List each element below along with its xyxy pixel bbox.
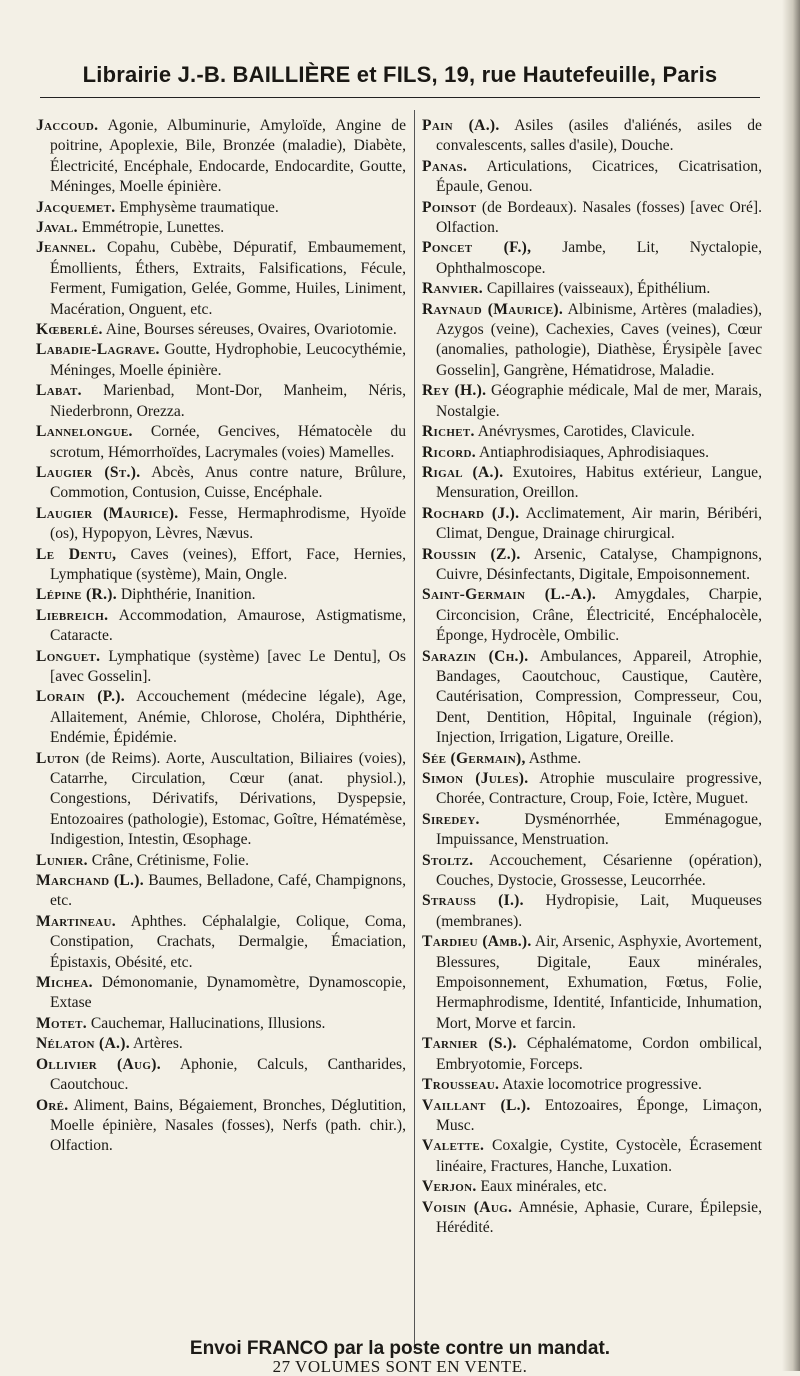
author-entry bbox=[36, 218, 406, 238]
author-name: Le Dentu, bbox=[36, 545, 117, 563]
author-entry bbox=[422, 116, 762, 157]
author-topics: Ambulances, Appareil, Atrophie, Bandages, Caoutchouc, Caustique, Cautère, Cautérisation, Compression, Compresseur, Cou, Dent, Dentition, Hôpital, Inguinale (région), Injection, Irrigation, Ligature, Oreille. bbox=[436, 647, 762, 747]
author-name: Panas. bbox=[422, 157, 468, 175]
author-name: Labat. bbox=[36, 382, 82, 400]
author-name: Simon (Jules). bbox=[422, 770, 529, 787]
column-divider bbox=[414, 110, 415, 1350]
author-name: Jeannel. bbox=[36, 239, 96, 257]
author-name: Luton bbox=[36, 749, 80, 767]
author-entry bbox=[36, 1034, 406, 1054]
author-name: Jaccoud. bbox=[36, 117, 99, 134]
author-entry bbox=[36, 687, 406, 748]
author-topics: Baumes, Belladone, Café, Champignons, etc. bbox=[50, 872, 406, 910]
author-topics: Fesse, Hermaphrodisme, Hyoïde (os), Hypopyon, Lèvres, Nævus. bbox=[50, 504, 406, 543]
author-topics: Amygdales, Charpie, Circoncision, Crâne, Électricité, Encéphalocèle, Éponge, Hydrocèle, Ombilic. bbox=[436, 586, 762, 645]
author-entry bbox=[36, 585, 406, 605]
author-entry bbox=[422, 381, 762, 422]
author-entry bbox=[36, 238, 406, 320]
author-name: Lannelongue. bbox=[36, 423, 133, 441]
author-entry bbox=[422, 1034, 762, 1075]
author-topics: Albinisme, Artères (maladies), Azygos (veine), Cachexies, Caves (veines), Cœur (anomalies, pathologie), Diathèse, Érysipèle [avec Gosselin], Gangrène, Hématidrose, Maladie. bbox=[436, 300, 762, 379]
author-topics: Goutte, Hydrophobie, Leucocythémie, Méninges, Moelle épinière. bbox=[50, 341, 406, 379]
author-entry bbox=[36, 422, 406, 463]
author-topics: Articulations, Cicatrices, Cicatrisation, Épaule, Genou. bbox=[436, 157, 763, 196]
author-topics: Acclimatement, Air marin, Béribéri, Climat, Dengue, Drainage chirurgical. bbox=[436, 504, 762, 543]
footer-volumes: 27 VOLUMES SONT EN VENTE. bbox=[272, 1357, 528, 1376]
author-entry bbox=[36, 647, 406, 688]
author-name: Sée (Germain), bbox=[422, 749, 526, 767]
author-entry bbox=[422, 1075, 762, 1095]
author-topics: Céphalématome, Cordon ombilical, Embryotomie, Forceps. bbox=[436, 1035, 763, 1073]
author-topics: Eaux minérales, etc. bbox=[480, 1178, 607, 1196]
author-topics: Géographie médicale, Mal de mer, Marais, Nostalgie. bbox=[436, 382, 762, 420]
author-name: Rochard (J.). bbox=[422, 504, 520, 522]
author-entry bbox=[422, 1177, 762, 1197]
author-entry bbox=[36, 1096, 406, 1157]
author-entry bbox=[36, 1014, 406, 1034]
author-topics: Capillaires (vaisseaux), Épithélium. bbox=[486, 280, 711, 298]
author-name: Tarnier (S.). bbox=[422, 1035, 517, 1053]
author-entry bbox=[422, 1096, 762, 1137]
author-entry bbox=[36, 871, 406, 912]
author-entry bbox=[422, 443, 762, 463]
footer-notice: Envoi FRANCO par la poste contre un mandat. bbox=[189, 1338, 611, 1359]
author-entry bbox=[36, 320, 406, 340]
author-topics: Crâne, Crétinisme, Folie. bbox=[91, 851, 249, 869]
author-entry bbox=[422, 157, 762, 198]
author-name: Javal. bbox=[36, 219, 78, 237]
author-name: Motet. bbox=[36, 1014, 87, 1032]
author-name: Verjon. bbox=[422, 1178, 477, 1196]
author-topics: Aphthes. Céphalalgie, Colique, Coma, Constipation, Crachats, Dermalgie, Émaciation, Épistaxis, Obésité, etc. bbox=[50, 912, 406, 971]
author-name: Vaillant (L.). bbox=[422, 1096, 531, 1114]
author-name: Ollivier (Aug). bbox=[36, 1055, 161, 1073]
author-name: Martineau. bbox=[36, 912, 116, 930]
author-name: Siredey. bbox=[422, 810, 480, 828]
author-entry bbox=[36, 545, 406, 586]
author-entry bbox=[36, 606, 406, 647]
author-topics: Artères. bbox=[133, 1035, 183, 1053]
author-topics: Coxalgie, Cystite, Cystocèle, Écrasement linéaire, Fractures, Hanche, Luxation. bbox=[436, 1137, 762, 1175]
author-topics: Accommodation, Amaurose, Astigmatisme, Cataracte. bbox=[50, 606, 407, 645]
author-name: Laugier (Maurice). bbox=[36, 504, 179, 522]
author-entry bbox=[422, 585, 762, 646]
author-entry bbox=[422, 504, 762, 545]
author-entry bbox=[422, 851, 762, 892]
author-name: Poinsot bbox=[422, 198, 477, 216]
author-entry bbox=[422, 463, 762, 504]
author-topics: Emmétropie, Lunettes. bbox=[81, 219, 225, 237]
author-topics: Aine, Bourses séreuses, Ovaires, Ovariotomie. bbox=[105, 321, 397, 339]
author-name: Marchand (L.). bbox=[36, 872, 144, 890]
author-topics: (de Bordeaux). Nasales (fosses) [avec Oré]. Olfaction. bbox=[436, 198, 762, 237]
author-topics: Anévrysmes, Carotides, Clavicule. bbox=[477, 423, 695, 441]
author-entry bbox=[36, 973, 406, 1014]
author-entry bbox=[422, 769, 762, 810]
author-topics: Antiaphrodisiaques, Aphrodisiaques. bbox=[478, 443, 709, 461]
author-name: Rigal (A.). bbox=[422, 463, 504, 481]
author-topics: Copahu, Cubèbe, Dépuratif, Embaumement, Émollients, Éthers, Extraits, Falsifications, Fécule, Ferment, Fumigation, Gelée, Gomme, Huiles, Liniment, Macération, Onguent, etc. bbox=[50, 239, 406, 318]
author-entry bbox=[36, 198, 406, 218]
author-entry bbox=[36, 504, 406, 545]
author-name: Longuet. bbox=[36, 647, 101, 665]
author-topics: Accouchement (médecine légale), Age, Allaitement, Anémie, Chlorose, Choléra, Diphthérie, Endémie, Épidémie. bbox=[50, 688, 406, 747]
page-edge-shadow bbox=[782, 0, 800, 1371]
author-name: Poncet (F.), bbox=[422, 239, 532, 257]
author-topics: Jambe, Lit, Nyctalopie, Ophthalmoscope. bbox=[436, 239, 763, 277]
author-name: Jacquemet. bbox=[36, 198, 116, 216]
author-name: Nélaton (A.). bbox=[36, 1035, 130, 1053]
author-name: Ranvier. bbox=[422, 280, 483, 298]
author-topics: Arsenic, Catalyse, Champignons, Cuivre, Désinfectants, Digitale, Empoisonnement. bbox=[436, 545, 762, 583]
author-entry bbox=[422, 300, 762, 382]
author-name: Lunier. bbox=[36, 851, 88, 869]
author-topics: Abcès, Anus contre nature, Brûlure, Commotion, Contusion, Cuisse, Encéphale. bbox=[50, 463, 406, 502]
author-topics: Aphonie, Calculs, Cantharides, Caoutchouc. bbox=[50, 1055, 406, 1094]
author-name: Lépine (R.). bbox=[36, 586, 117, 604]
author-topics: Air, Arsenic, Asphyxie, Avortement, Blessures, Digitale, Eaux minérales, Empoisonnement, Exhumation, Fœtus, Folie, Hermaphrodisme, Identité, Infanticide, Inhumation, Mort, Morve et farcin. bbox=[436, 933, 762, 1032]
author-entry bbox=[36, 381, 406, 422]
author-name: Lorain (P.). bbox=[36, 688, 125, 706]
author-entry bbox=[36, 1055, 406, 1096]
right-column bbox=[422, 116, 762, 1238]
author-topics: Entozoaires, Éponge, Limaçon, Musc. bbox=[436, 1096, 762, 1134]
author-entry bbox=[422, 422, 762, 442]
author-name: Laugier (St.). bbox=[36, 463, 141, 481]
author-entry bbox=[36, 116, 406, 198]
author-topics: Caves (veines), Effort, Face, Hernies, Lymphatique (système), Main, Ongle. bbox=[50, 545, 407, 583]
author-topics: Exutoires, Habitus extérieur, Langue, Mensuration, Oreillon. bbox=[436, 463, 762, 502]
author-name: Stoltz. bbox=[422, 851, 474, 869]
author-topics: Cauchemar, Hallucinations, Illusions. bbox=[90, 1014, 326, 1032]
author-entry bbox=[422, 545, 762, 586]
author-entry bbox=[36, 749, 406, 851]
author-name: Rey (H.). bbox=[422, 382, 487, 400]
author-topics: Dysménorrhée, Emménagogue, Impuissance, Menstruation. bbox=[436, 810, 762, 849]
author-topics: (de Reims). Aorte, Auscultation, Biliaires (voies), Catarrhe, Circulation, Cœur (anat. physiol.), Congestions, Dérivatifs, Dérivations, Dyspepsie, Entozoaires (pathologie), Estomac, Goître, Hématémèse, Indigestion, Intestin, Œsophage. bbox=[50, 749, 406, 849]
left-column bbox=[36, 116, 406, 1157]
author-topics: Cornée, Gencives, Hématocèle du scrotum, Hémorrhoïdes, Lacrymales (voies) Mamelles. bbox=[50, 423, 406, 461]
author-name: Labadie-Lagrave. bbox=[36, 341, 160, 359]
author-name: Michea. bbox=[36, 974, 93, 992]
author-name: Sarazin (Ch.). bbox=[422, 647, 529, 665]
author-topics: Asthme. bbox=[528, 749, 582, 767]
author-entry bbox=[36, 463, 406, 504]
author-topics: Hydropisie, Lait, Muqueuses (membranes). bbox=[436, 892, 762, 930]
author-entry bbox=[422, 932, 762, 1034]
author-name: Valette. bbox=[422, 1137, 485, 1155]
author-name: Strauss (I.). bbox=[422, 892, 524, 910]
author-entry bbox=[36, 912, 406, 973]
author-entry bbox=[422, 1198, 762, 1239]
author-topics: Accouchement, Césarienne (opération), Couches, Dystocie, Grossesse, Leucorrhée. bbox=[436, 851, 762, 890]
author-name: Kœberlé. bbox=[36, 321, 103, 339]
author-name: Richet. bbox=[422, 423, 475, 441]
author-entry bbox=[422, 198, 762, 239]
author-name: Pain (A.). bbox=[422, 117, 500, 134]
author-name: Raynaud (Maurice). bbox=[422, 300, 564, 318]
author-entry bbox=[422, 810, 762, 851]
author-topics: Aliment, Bains, Bégaiement, Bronches, Déglutition, Moelle épinière, Nasales (fosses), Nerfs (path. chir.), Olfaction. bbox=[50, 1096, 406, 1155]
author-topics: Atrophie musculaire progressive, Chorée, Contracture, Croup, Foie, Ictère, Muguet. bbox=[436, 770, 762, 808]
author-topics: Démonomanie, Dynamomètre, Dynamoscopie, Extase bbox=[50, 974, 406, 1012]
author-name: Liebreich. bbox=[36, 606, 109, 624]
author-entry bbox=[422, 647, 762, 749]
author-topics: Ataxie locomotrice progressive. bbox=[502, 1076, 702, 1094]
author-name: Oré. bbox=[36, 1096, 69, 1114]
author-name: Tardieu (Amb.). bbox=[422, 933, 532, 951]
author-name: Voisin (Aug. bbox=[422, 1198, 513, 1216]
author-topics: Emphysème traumatique. bbox=[119, 198, 279, 216]
author-entry bbox=[422, 279, 762, 299]
page-header: Librairie J.-B. BAILLIÈRE et FILS, 19, rue Hautefeuille, Paris bbox=[82, 62, 718, 87]
author-entry bbox=[422, 891, 762, 932]
author-entry bbox=[422, 238, 762, 279]
author-name: Ricord. bbox=[422, 443, 476, 461]
author-entry bbox=[36, 851, 406, 871]
author-topics: Diphthérie, Inanition. bbox=[120, 586, 256, 604]
author-entry bbox=[422, 749, 762, 769]
author-name: Roussin (Z.). bbox=[422, 545, 521, 563]
author-topics: Lymphatique (système) [avec Le Dentu], Os [avec Gosselin]. bbox=[50, 647, 406, 685]
author-entry bbox=[422, 1136, 762, 1177]
author-topics: Amnésie, Aphasie, Curare, Épilepsie, Hérédité. bbox=[436, 1198, 762, 1236]
author-topics: Agonie, Albuminurie, Amyloïde, Angine de poitrine, Apoplexie, Bile, Bronzée (maladie), Diabète, Électricité, Encéphale, Endocarde, Endocardite, Goutte, Méninges, Moelle épinière. bbox=[50, 117, 406, 196]
author-name: Trousseau. bbox=[422, 1076, 500, 1094]
author-name: Saint-Germain (L.-A.). bbox=[422, 586, 597, 604]
author-entry bbox=[36, 340, 406, 381]
header-rule bbox=[40, 97, 760, 98]
author-topics: Marienbad, Mont-Dor, Manheim, Néris, Niederbronn, Orezza. bbox=[50, 382, 406, 420]
author-topics: Asiles (asiles d'aliénés, asiles de convalescents, salles d'asile), Douche. bbox=[436, 117, 762, 155]
